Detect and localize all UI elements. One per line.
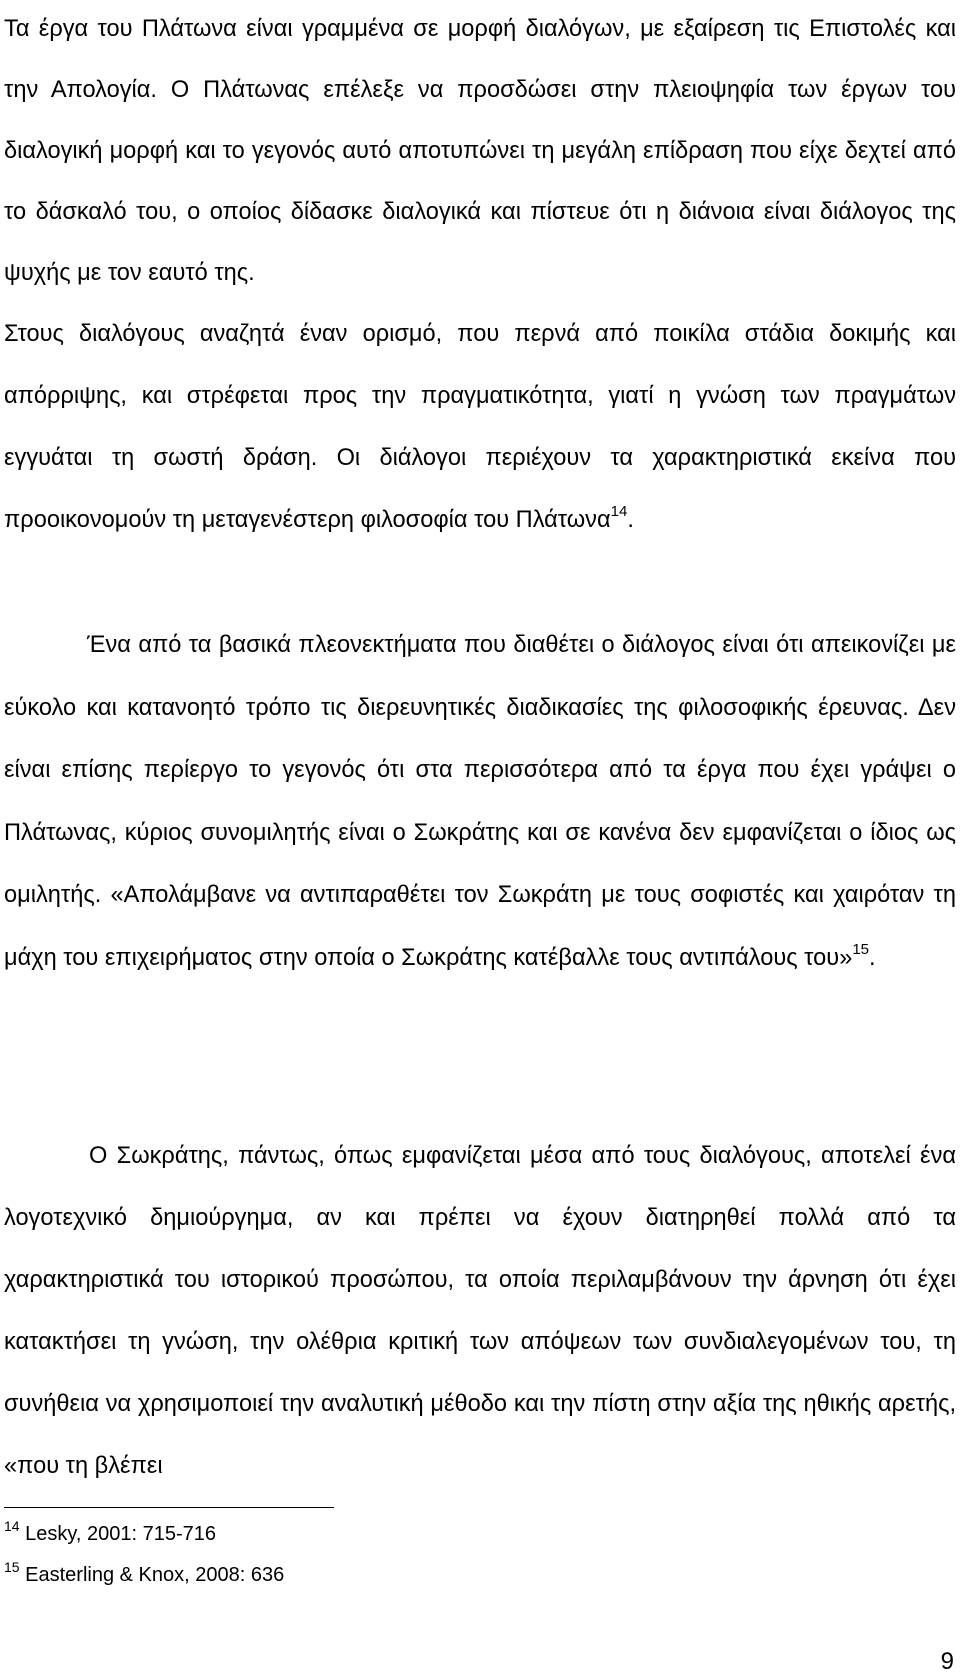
paragraph-3-text: Ο Σωκράτης, πάντως, όπως εμφανίζεται μέσα από τους διαλόγους, αποτελεί ένα λογοτεχνικό δημιούργημα, αν και πρέπει να έχουν διατηρηθεί πολλά από τα χαρακτηριστικά του ιστορικού προσώπου, τα οποία περιλαμβάνουν την άρνηση ότι έχει κατακτήσει τη γνώση, την ολέθρια κριτική των απόψεων των συνδιαλεγομένων του, τη συνήθεια να χρησιμοποιεί την αναλυτική μέθοδο και την πίστη στην αξία της ηθικής αρετής, «που τη βλέπει: [4, 1143, 956, 1479]
footnote-number: 14: [4, 1518, 20, 1534]
paragraph-1-part-1: [4, 0, 956, 304]
footnote-ref-14[interactable]: 14: [610, 503, 628, 520]
paragraph-1-text: Τα έργα του Πλάτωνα είναι γραμμένα σε μορφή διαλόγων, με εξαίρεση τις Επιστολές και την Απολογία. Ο Πλάτωνας επέλεξε να προσδώσει στην πλειοψηφία των έργων του διαλογική μορφή και το γεγονός αυτό αποτυπώνει τη μεγάλη επίδραση που είχε δεχτεί από το δάσκαλό του, ο οποίος δίδασκε διαλογικά και πίστευε ότι η διάνοια είναι διάλογος της ψυχής με τον εαυτό της.: [4, 16, 956, 286]
footnote-text: Easterling & Knox, 2008: 636: [25, 1564, 285, 1586]
footnote-text: Lesky, 2001: 715-716: [25, 1523, 217, 1545]
paragraph-2-text: Ένα από τα βασικά πλεονεκτήματα που διαθέτει ο διάλογος είναι ότι απεικονίζει με εύκολο και κατανοητό τρόπο τις διερευνητικές διαδικασίες της φιλοσοφικής έρευνας. Δεν είναι επίσης περίεργο το γεγονός ότι στα περισσότερα από τα έργα που έχει γράψει ο Πλάτωνας, κύριος συνομιλητής είναι ο Σωκράτης και σε κανένα δεν εμφανίζεται ο ίδιος ως ομιλητής. «Απολάμβανε να αντιπαραθέτει τον Σωκράτη με τους σοφιστές και χαιρόταν τη μάχη του επιχειρήματος στην οποία ο Σωκράτης κατέβαλλε τους αντιπάλους του»: [4, 632, 956, 971]
paragraph-1-continued-text: Στους διαλόγους αναζητά έναν ορισμό, που περνά από ποικίλα στάδια δοκιμής και απόρριψης, και στρέφεται προς την πραγματικότητα, γιατί η γνώση των πραγμάτων εγγυάται τη σωστή δράση. Οι διάλογοι περιέχουν τα χαρακτηριστικά εκείνα που προοικονομούν τη μεταγενέστερη φιλοσοφία του Πλάτωνα: [4, 321, 956, 533]
footnote-number: 15: [4, 1559, 20, 1575]
paragraph-2: [4, 614, 956, 990]
page-number: 9: [940, 1648, 954, 1675]
footnote-14: [4, 1514, 704, 1555]
footnote-ref-15[interactable]: 15: [852, 940, 870, 958]
paragraph-3: [4, 1125, 956, 1497]
footnote-separator: [4, 1507, 334, 1508]
paragraph-1-end: .: [627, 507, 634, 533]
footnotes-list: [4, 1514, 704, 1596]
footnote-15: [4, 1555, 704, 1596]
paragraph-1-part-2: [4, 303, 956, 551]
paragraph-2-end: .: [869, 944, 876, 971]
